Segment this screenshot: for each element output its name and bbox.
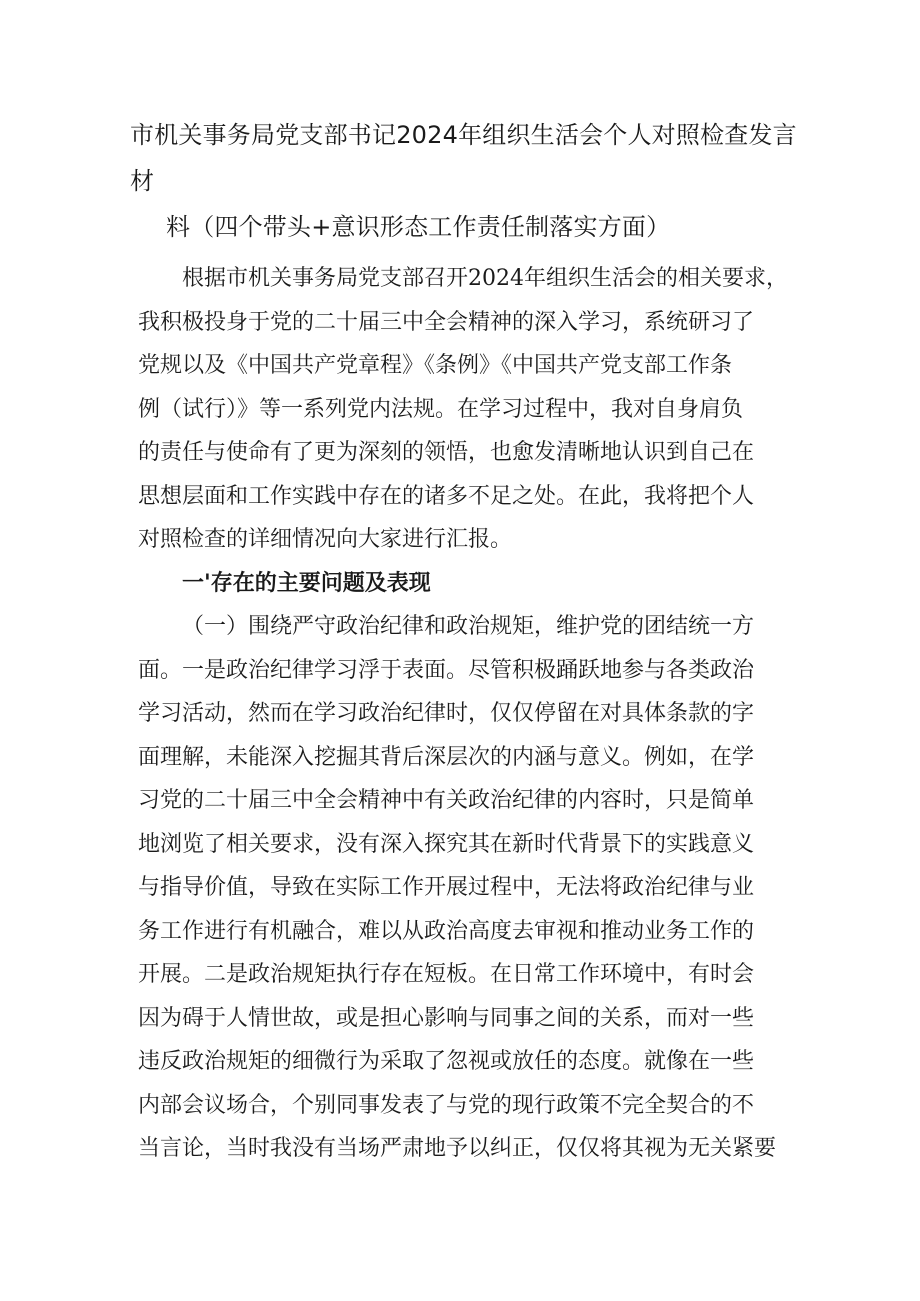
text-line: 习党的二十届三中全会精神中有关政治纪律的内容时，只是简单 [138, 788, 755, 813]
text-line: （一）围绕严守政治纪律和政治规矩，维护党的团结统一方 [182, 614, 755, 639]
text-line: 思想层面和工作实践中存在的诸多不足之处。在此，我将把个人 [138, 483, 755, 509]
text-line: 违反政治规矩的细微行为采取了忽视或放任的态度。就像在一些 [138, 1049, 755, 1074]
text-line: 开展。二是政治规矩执行存在短板。在日常工作环境中，有时会 [138, 962, 755, 987]
text-line: 地浏览了相关要求，没有深入探究其在新时代背景下的实践意义 [138, 831, 755, 857]
text-line: 与指导价值，导致在实际工作开展过程中，无法将政治纪律与业 [138, 875, 755, 900]
title-line-1: 市机关事务局党支部书记2024年组织生活会个人对照检查发言材 [130, 121, 797, 195]
text-line: 根据市机关事务局党支部召开2024年组织生活会的相关要求， [182, 266, 788, 291]
title-line-2: 料（四个带头+意识形态工作责任制落实方面） [166, 213, 671, 241]
text-line: 党规以及《中国共产党章程》《条例》《中国共产党支部工作条 [138, 353, 733, 378]
intro-paragraph [138, 257, 800, 562]
text-line: 的责任与使命有了更为深刻的领悟，也愈发清晰地认识到自己在 [138, 440, 755, 465]
text-line: 例（试行）》等一系列党内法规。在学习过程中，我对自身肩负 [138, 396, 744, 422]
text-line: 面。一是政治纪律学习浮于表面。尽管积极踊跃地参与各类政治 [138, 657, 755, 683]
text-line: 务工作进行有机融合，难以从政治高度去审视和推动业务工作的 [138, 918, 755, 944]
text-line: 面理解，未能深入挖掘其背后深层次的内涵与意义。例如，在学 [138, 744, 755, 770]
text-line: 学习活动，然而在学习政治纪律时，仅仅停留在对具体条款的字 [138, 701, 755, 726]
section-heading: 一'存在的主要问题及表现 [182, 570, 431, 596]
text-line: 对照检查的详细情况向大家进行汇报。 [138, 527, 513, 552]
document-body [138, 257, 800, 1171]
text-line: 内部会议场合，个别同事发表了与党的现行政策不完全契合的不 [138, 1092, 755, 1118]
section-paragraph [138, 605, 800, 1171]
text-line: 当言论，当时我没有当场严肃地予以纠正，仅仅将其视为无关紧要 [138, 1136, 777, 1161]
text-line: 我积极投身于党的二十届三中全会精神的深入学习，系统研习了 [138, 309, 755, 335]
document-title [130, 112, 810, 250]
text-line: 因为碍于人情世故，或是担心影响与同事之间的关系，而对一些 [138, 1005, 755, 1031]
